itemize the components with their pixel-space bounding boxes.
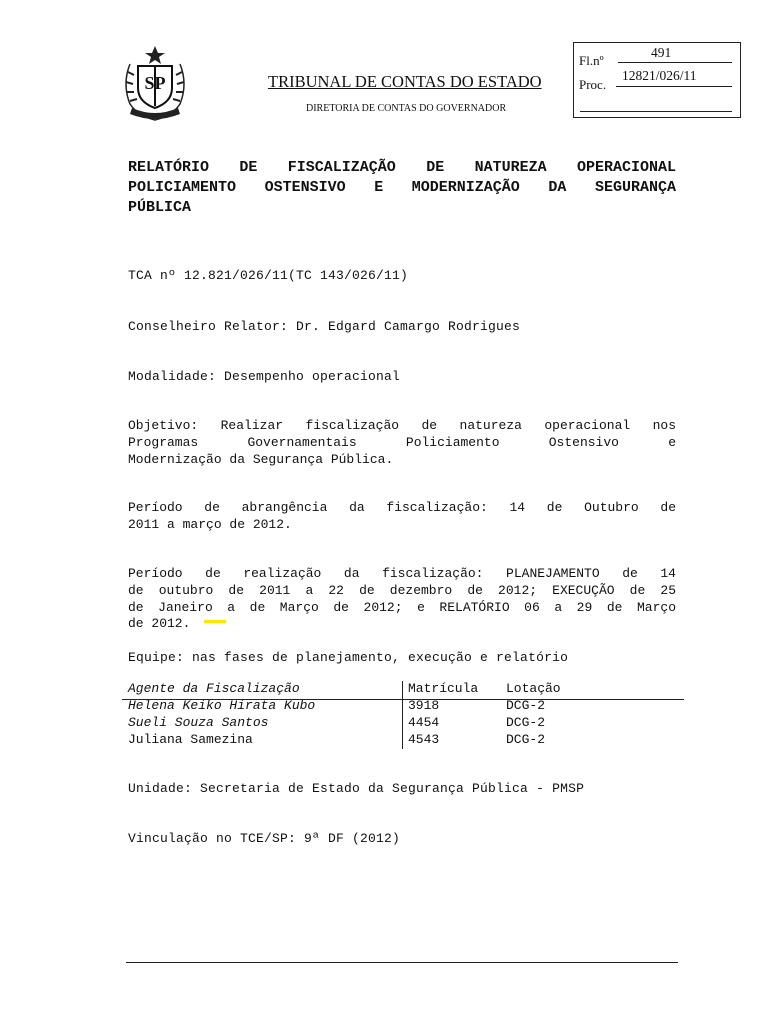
agent-lotacao: DCG-2 bbox=[506, 732, 546, 747]
table-column-rule bbox=[402, 681, 403, 749]
objetivo-line-3: Modernização da Segurança Pública. bbox=[128, 452, 394, 467]
sp-coat-of-arms-icon bbox=[120, 44, 190, 124]
title-line-2: POLICIAMENTO OSTENSIVO E MODERNIZAÇÃO DA SEGURANÇA bbox=[128, 179, 676, 196]
modalidade: Modalidade: Desempenho operacional bbox=[128, 369, 401, 384]
title-line-3: PÚBLICA bbox=[128, 199, 192, 216]
realizacao-line-4: de 2012. bbox=[128, 616, 191, 631]
agent-name: Juliana Samezina bbox=[128, 732, 253, 747]
folio-line bbox=[618, 62, 732, 63]
vinculacao: Vinculação no TCE/SP: 9ª DF (2012) bbox=[128, 831, 401, 846]
col-header-lotacao: Lotação bbox=[506, 681, 561, 696]
unidade: Unidade: Secretaria de Estado da Segurança Pública - PMSP bbox=[128, 781, 585, 796]
folio-label: Fl.nº bbox=[579, 53, 604, 68]
objetivo-line-1: Objetivo: Realizar fiscalização de natureza operacional nos bbox=[128, 418, 676, 433]
realizacao-line-2: de outubro de 2011 a 22 de dezembro de 2012; EXECUÇÃO de 25 bbox=[128, 583, 676, 598]
realizacao-line-1: Período de realização da fiscalização: PLANEJAMENTO de 14 bbox=[128, 566, 676, 581]
signature-line bbox=[580, 111, 732, 112]
proc-value: 12821/026/11 bbox=[622, 68, 697, 83]
agent-lotacao: DCG-2 bbox=[506, 698, 546, 713]
col-header-matricula: Matrícula bbox=[408, 681, 479, 696]
equipe: Equipe: nas fases de planejamento, execução e relatório bbox=[128, 650, 569, 665]
col-header-agente: Agente da Fiscalização bbox=[128, 681, 300, 696]
folio-value: 491 bbox=[651, 45, 672, 60]
agent-name: Helena Keiko Hirata Kubo bbox=[128, 698, 316, 713]
title-line-1: RELATÓRIO DE FISCALIZAÇÃO DE NATUREZA OPERACIONAL bbox=[128, 159, 676, 176]
tca-number: TCA nº 12.821/026/11(TC 143/026/11) bbox=[128, 268, 409, 283]
agent-lotacao: DCG-2 bbox=[506, 715, 546, 730]
court-name: TRIBUNAL DE CONTAS DO ESTADO bbox=[268, 72, 542, 91]
abrangencia-line-1: Período de abrangência da fiscalização: 14 de Outubro de bbox=[128, 500, 676, 515]
table-header-rule bbox=[122, 699, 684, 700]
reference-box bbox=[573, 42, 741, 118]
proc-line bbox=[616, 86, 732, 87]
realizacao-line-3: de Janeiro a de Março de 2012; e RELATÓRIO 06 a 29 de Março bbox=[128, 600, 676, 615]
abrangencia-line-2: 2011 a março de 2012. bbox=[128, 517, 292, 532]
proc-label: Proc. bbox=[579, 77, 607, 92]
agent-name: Sueli Souza Santos bbox=[128, 715, 269, 730]
footer-rule bbox=[126, 962, 678, 963]
agent-matricula: 4454 bbox=[408, 715, 440, 730]
objetivo-line-2: Programas Governamentais Policiamento Ostensivo e bbox=[128, 435, 676, 450]
relator: Conselheiro Relator: Dr. Edgard Camargo Rodrigues bbox=[128, 319, 521, 334]
agent-matricula: 3918 bbox=[408, 698, 440, 713]
seal-letters: SP bbox=[144, 73, 166, 93]
agent-matricula: 4543 bbox=[408, 732, 440, 747]
directorate-name: DIRETORIA DE CONTAS DO GOVERNADOR bbox=[306, 103, 507, 114]
report-title bbox=[128, 158, 676, 218]
highlighter-mark bbox=[204, 620, 226, 623]
